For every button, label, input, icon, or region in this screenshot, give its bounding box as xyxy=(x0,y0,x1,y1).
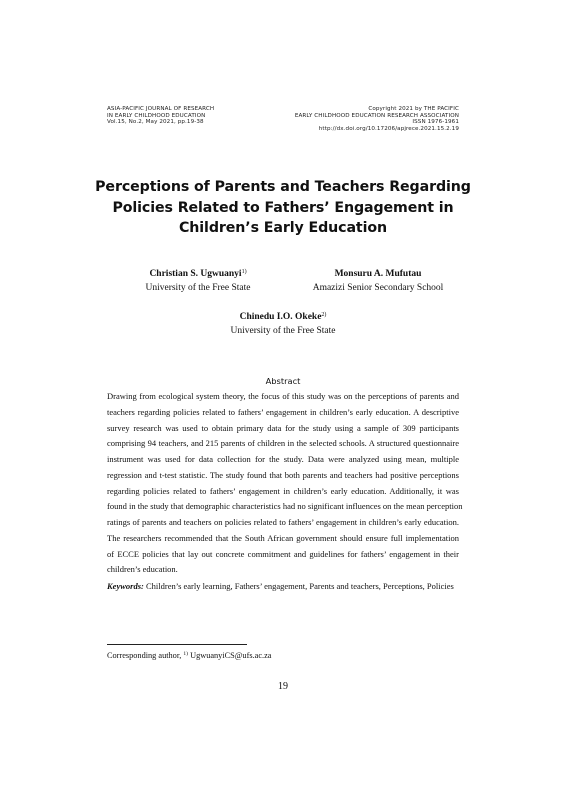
volume-info: Vol.15, No.2, May 2021, pp.19-38 xyxy=(107,119,204,126)
abstract-line: regression and t-test statistic. The study found that both parents and teachers had positive perceptions xyxy=(107,469,459,480)
page-number: 19 xyxy=(278,681,288,692)
abstract-line: comprising 94 teachers, and 215 parents of children in the selected schools. A structured questionnaire xyxy=(107,438,459,449)
title-line-1: Perceptions of Parents and Teachers Regarding xyxy=(95,179,471,195)
title-line-3: Children’s Early Education xyxy=(178,220,388,236)
abstract-body xyxy=(107,389,463,578)
author-name: Monsuru A. Mufutau xyxy=(334,269,422,279)
author-name: Chinedu I.O. Okeke xyxy=(239,312,322,322)
abstract-line: ratings of parents and teachers on policies related to fathers’ engagement in children’s early education. xyxy=(107,517,459,527)
issn: ISSN 1976-1961 xyxy=(412,119,459,126)
abstract-line: found in the study that demographic characteristics had no significant influences on the mean perception xyxy=(107,501,463,512)
journal-name-line-2: IN EARLY CHILDHOOD EDUCATION xyxy=(107,112,206,119)
author-footnote-marker: 1) xyxy=(241,269,247,275)
author-affiliation: University of the Free State xyxy=(145,282,251,293)
abstract-line: of ECCE policies that lay out concrete commitment and guidelines for fathers’ engagement in their xyxy=(107,548,459,559)
abstract-line: teachers regarding policies related to fathers’ engagement in children’s early education. A descriptive xyxy=(107,406,459,417)
keywords xyxy=(107,581,467,591)
author-affiliation: University of the Free State xyxy=(230,325,336,336)
title-line-2: Policies Related to Fathers’ Engagement in xyxy=(112,199,454,216)
author-block-3 xyxy=(213,311,353,338)
keywords-list: Children’s early learning, Fathers’ engagement, Parents and teachers, Perceptions, Policies xyxy=(143,581,454,591)
abstract-line: survey research was used to obtain primary data for the study using a sample of 309 participants xyxy=(107,422,459,433)
author-block-1 xyxy=(138,268,258,295)
journal-name-line-1: ASIA-PACIFIC JOURNAL OF RESEARCH xyxy=(107,106,215,112)
journal-header-left xyxy=(107,106,214,126)
keywords-colon: : xyxy=(141,581,144,591)
author-footnote-marker: 2) xyxy=(321,312,327,318)
copyright-line-1: Copyright 2021 by THE PACIFIC xyxy=(368,106,459,112)
author-affiliation: Amazizi Senior Secondary School xyxy=(312,282,444,293)
footnote-prefix: Corresponding author, xyxy=(107,651,184,660)
author-block-2 xyxy=(293,268,463,295)
corresponding-email[interactable]: UgwuanyiCS@ufs.ac.za xyxy=(188,651,272,660)
paper-title xyxy=(60,177,506,239)
doi-link[interactable]: http://dx.doi.org/10.17206/apjrece.2021.15.2.19 xyxy=(318,125,459,132)
footnote-divider xyxy=(107,644,247,645)
journal-header-right xyxy=(295,106,459,132)
footnote-marker: 1) xyxy=(183,651,188,657)
abstract-line: regarding policies related to fathers’ engagement in children’s early education. Additionally, it was xyxy=(107,485,459,496)
abstract-heading: Abstract xyxy=(265,376,301,386)
keywords-label: Keywords xyxy=(107,581,141,591)
abstract-line: instrument was used for data collection for the study. Data were analyzed using mean, multiple xyxy=(107,454,459,464)
abstract-line: The researchers recommended that the South African government should ensure full implementation xyxy=(107,532,459,543)
author-name: Christian S. Ugwuanyi xyxy=(149,269,242,279)
abstract-line: Drawing from ecological system theory, the focus of this study was on the perceptions of parents and xyxy=(107,391,459,401)
copyright-line-2: EARLY CHILDHOOD EDUCATION RESEARCH ASSOCIATION xyxy=(294,112,459,119)
corresponding-author-footnote xyxy=(107,651,271,660)
abstract-line: children’s education. xyxy=(107,564,178,575)
